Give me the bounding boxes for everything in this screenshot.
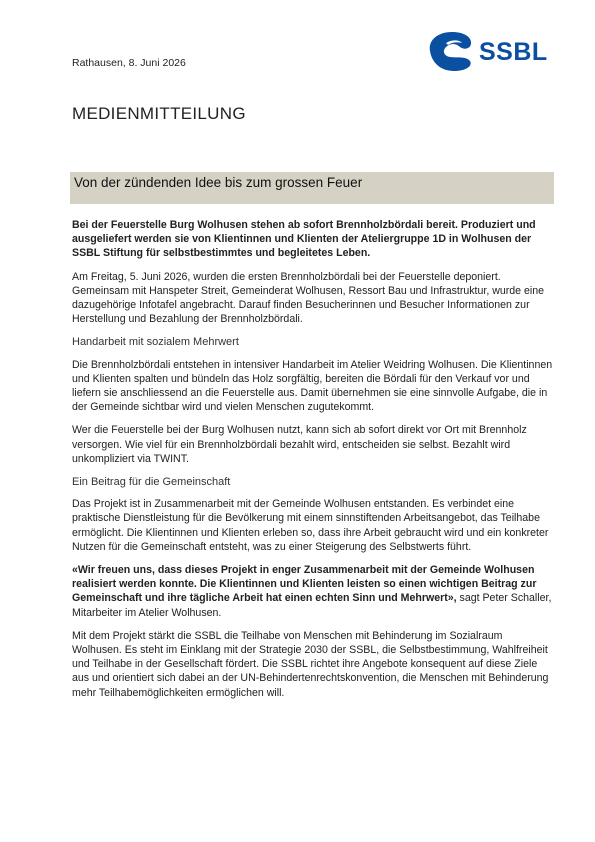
body-paragraph: Am Freitag, 5. Juni 2026, wurden die ersten Brennholzbördali bei der Feuerstelle deponiert. Gemeinsam mit Hanspeter Streit, Gemeinderat Wolhusen, Ressort Bau und Infrastruktur, wurde eine dazugehörige Infotafel angebracht. Darauf finden Besucherinnen und Besucher Informationen zur Herstellung und Bezahlung der Brennholzbördali. <box>72 270 545 326</box>
body-paragraph: Wer die Feuerstelle bei der Burg Wolhusen nutzt, kann sich ab sofort direkt vor Ort mit Brennholz versorgen. Wie viel für ein Brennholzbördali bezahlt wird, entscheiden sie selbst. Bezahlt wird unkompliziert via TWINT. <box>72 424 527 465</box>
logo-text: SSBL <box>479 38 548 66</box>
quote-text: «Wir freuen uns, dass dieses Projekt in enger Zusammenarbeit mit der Gemeinde Wolhusen realisiert werden konnte. Die Klientinnen und Klienten leisten so einen wichtigen Beitrag zur Gemeinschaft und ihre tägliche Arbeit hat einen echten Sinn und Mehrwert», <box>72 564 537 605</box>
lead-paragraph: Bei der Feuerstelle Burg Wolhusen stehen ab sofort Brennholzbördali bereit. Produziert und ausgeliefert werden sie von Klientinnen und Klienten der Ateliergruppe 1D in Wolhusen der SSBL Stiftung für selbstbestimmtes und begleitetes Leben. <box>72 219 536 260</box>
body-paragraph: Mit dem Projekt stärkt die SSBL die Teilhabe von Menschen mit Behinderung im Sozialraum Wolhusen. Es steht im Einklang mit der Strategie 2030 der SSBL, die Selbstbestimmung, Wahlfreiheit und Teilhabe in der Gesellschaft fördert. Die SSBL richtet ihre Angebote konsequent auf diese Ziele aus und orientiert sich dabei an der UN-Behindertenrechtskonvention, die Menschen mit Behinderung mehr Teilhabemöglichkeiten ermöglichen will. <box>72 629 549 699</box>
body-paragraph: Das Projekt ist in Zusammenarbeit mit der Gemeinde Wolhusen entstanden. Es verbindet eine praktische Dienstleistung für die Bevölkerung mit einem sinnstiftenden Arbeitsangebot, das Teilhabe ermöglicht. Die Klientinnen und Klienten erleben so, dass ihre Arbeit gebraucht wird und ein konkreter Nutzen für die Gemeinschaft entsteht, was zu einer Steigerung des Selbstwerts führt. <box>72 498 549 553</box>
ssbl-logo-mark-icon <box>426 30 474 72</box>
body-paragraph: Die Brennholzbördali entstehen in intensiver Handarbeit im Atelier Weidring Wolhusen. Die Klientinnen und Klienten spalten und bündeln das Holz sorgfältig, bereiten die Bördali für den Verkauf vor und liefern sie anschliessend an die Feuerstelle aus. Damit übernehmen sie eine sinnvolle Aufgabe, die in der Gemeinde sichtbar wird und vielen Menschen zugutekommt. <box>72 358 553 414</box>
article-body <box>72 218 554 709</box>
document-type-heading: MEDIENMITTEILUNG <box>72 104 246 123</box>
quote-attribution: sagt Peter Schaller, Mitarbeiter im Atelier Wolhusen. <box>72 592 552 619</box>
page-title: Von der zündenden Idee bis zum grossen Feuer <box>74 175 363 190</box>
ssbl-logo <box>426 30 556 72</box>
quote-paragraph <box>72 563 554 620</box>
section-heading: Ein Beitrag für die Gemeinschaft <box>72 476 231 489</box>
dateline: Rathausen, 8. Juni 2026 <box>72 57 186 69</box>
section-heading: Handarbeit mit sozialem Mehrwert <box>72 336 239 349</box>
title-bar <box>70 172 554 204</box>
